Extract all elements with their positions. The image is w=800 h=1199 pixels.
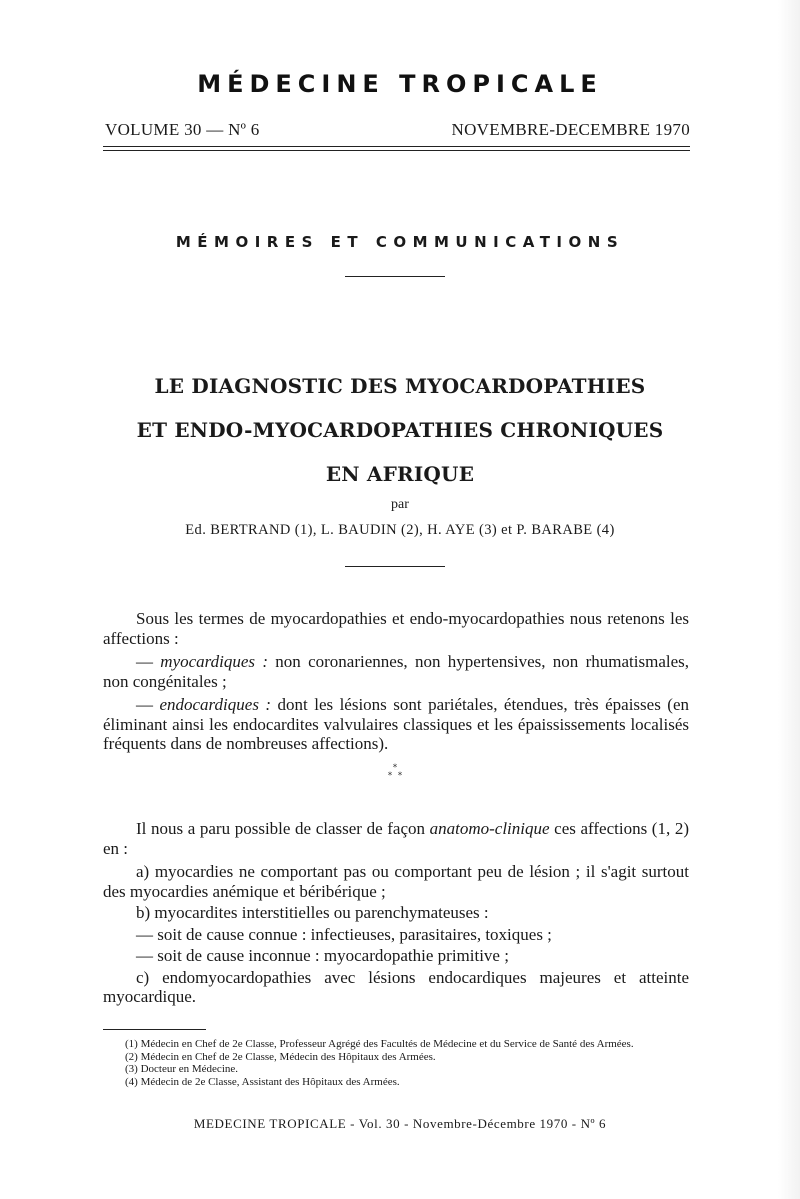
asterism-icon (385, 762, 405, 782)
list-item: a) myocardies ne comportant pas ou comportant peu de lésion ; il s'agit surtout des myocardies anémique et béribérique ; (103, 862, 689, 901)
list-item: c) endomyocardopathies avec lésions endocardiques majeures et atteinte myocardique. (103, 967, 689, 1006)
section-title: MÉMOIRES ET COMMUNICATIONS (175, 233, 625, 251)
list-item: — soit de cause connue : infectieuses, parasitaires, toxiques ; (136, 924, 552, 944)
authors-divider (345, 566, 445, 567)
article-title-line: EN AFRIQUE (325, 462, 475, 486)
article-title-line: ET ENDO-MYOCARDOPATHIES CHRONIQUES (136, 418, 664, 442)
list-item: — soit de cause inconnue : myocardopathie primitive ; (136, 946, 509, 965)
footnote: (1) Médecin en Chef de 2e Classe, Professeur Agrégé des Facultés de Médecine et du Service de Santé des Armées. (125, 1038, 634, 1050)
journal-title: MÉDECINE TROPICALE (197, 70, 603, 98)
paragraph: Il nous a paru possible de classer de façon anatomo-clinique ces affections (1, 2) en : (103, 819, 689, 858)
footnote: (2) Médecin en Chef de 2e Classe, Médecin des Hôpitaux des Armées. (125, 1050, 436, 1063)
article-title-line: LE DIAGNOSTIC DES MYOCARDOPATHIES (154, 374, 646, 398)
footnote: (4) Médecin de 2e Classe, Assistant des Hôpitaux des Armées. (125, 1075, 400, 1088)
footnote-divider (103, 1029, 206, 1030)
header-double-rule (103, 146, 690, 151)
term: endocardiques : (159, 695, 272, 714)
term: myocardiques : (160, 652, 268, 671)
paragraph: — myocardiques : non coronariennes, non hypertensives, non rhumatismales, non congénitales ; (103, 652, 689, 691)
authors: Ed. BERTRAND (1), L. BAUDIN (2), H. AYE (3) et P. BARABE (4) (185, 522, 615, 538)
section-divider (345, 276, 445, 277)
volume-number: VOLUME 30 — Nº 6 (105, 120, 260, 139)
list-item: b) myocardites interstitielles ou parenchymateuses : (136, 903, 489, 922)
article-title (0, 364, 800, 496)
term: anatomo-clinique (429, 819, 550, 838)
svg-text:*: * (397, 771, 403, 781)
paragraph: — endocardiques : dont les lésions sont pariétales, étendues, très épaisses (en éliminant ainsi les endocardites valvulaires classiques et les épaississements localisés fréquents dans de nombreuses affections). (103, 695, 689, 753)
page-edge-shadow (778, 0, 800, 1199)
footnote: (3) Docteur en Médecine. (125, 1063, 239, 1075)
footnotes (103, 1038, 689, 1088)
classification-section (103, 819, 689, 1009)
paragraph: Sous les termes de myocardopathies et endo-myocardopathies nous retenons les affections : (103, 609, 689, 648)
issue-date: NOVEMBRE-DECEMBRE 1970 (451, 120, 690, 139)
running-footer: MEDECINE TROPICALE - Vol. 30 - Novembre-Décembre 1970 - Nº 6 (193, 1116, 607, 1131)
by-label: par (391, 497, 409, 512)
intro-section (103, 609, 689, 758)
svg-text:*: * (387, 771, 393, 781)
svg-text:*: * (392, 763, 398, 773)
